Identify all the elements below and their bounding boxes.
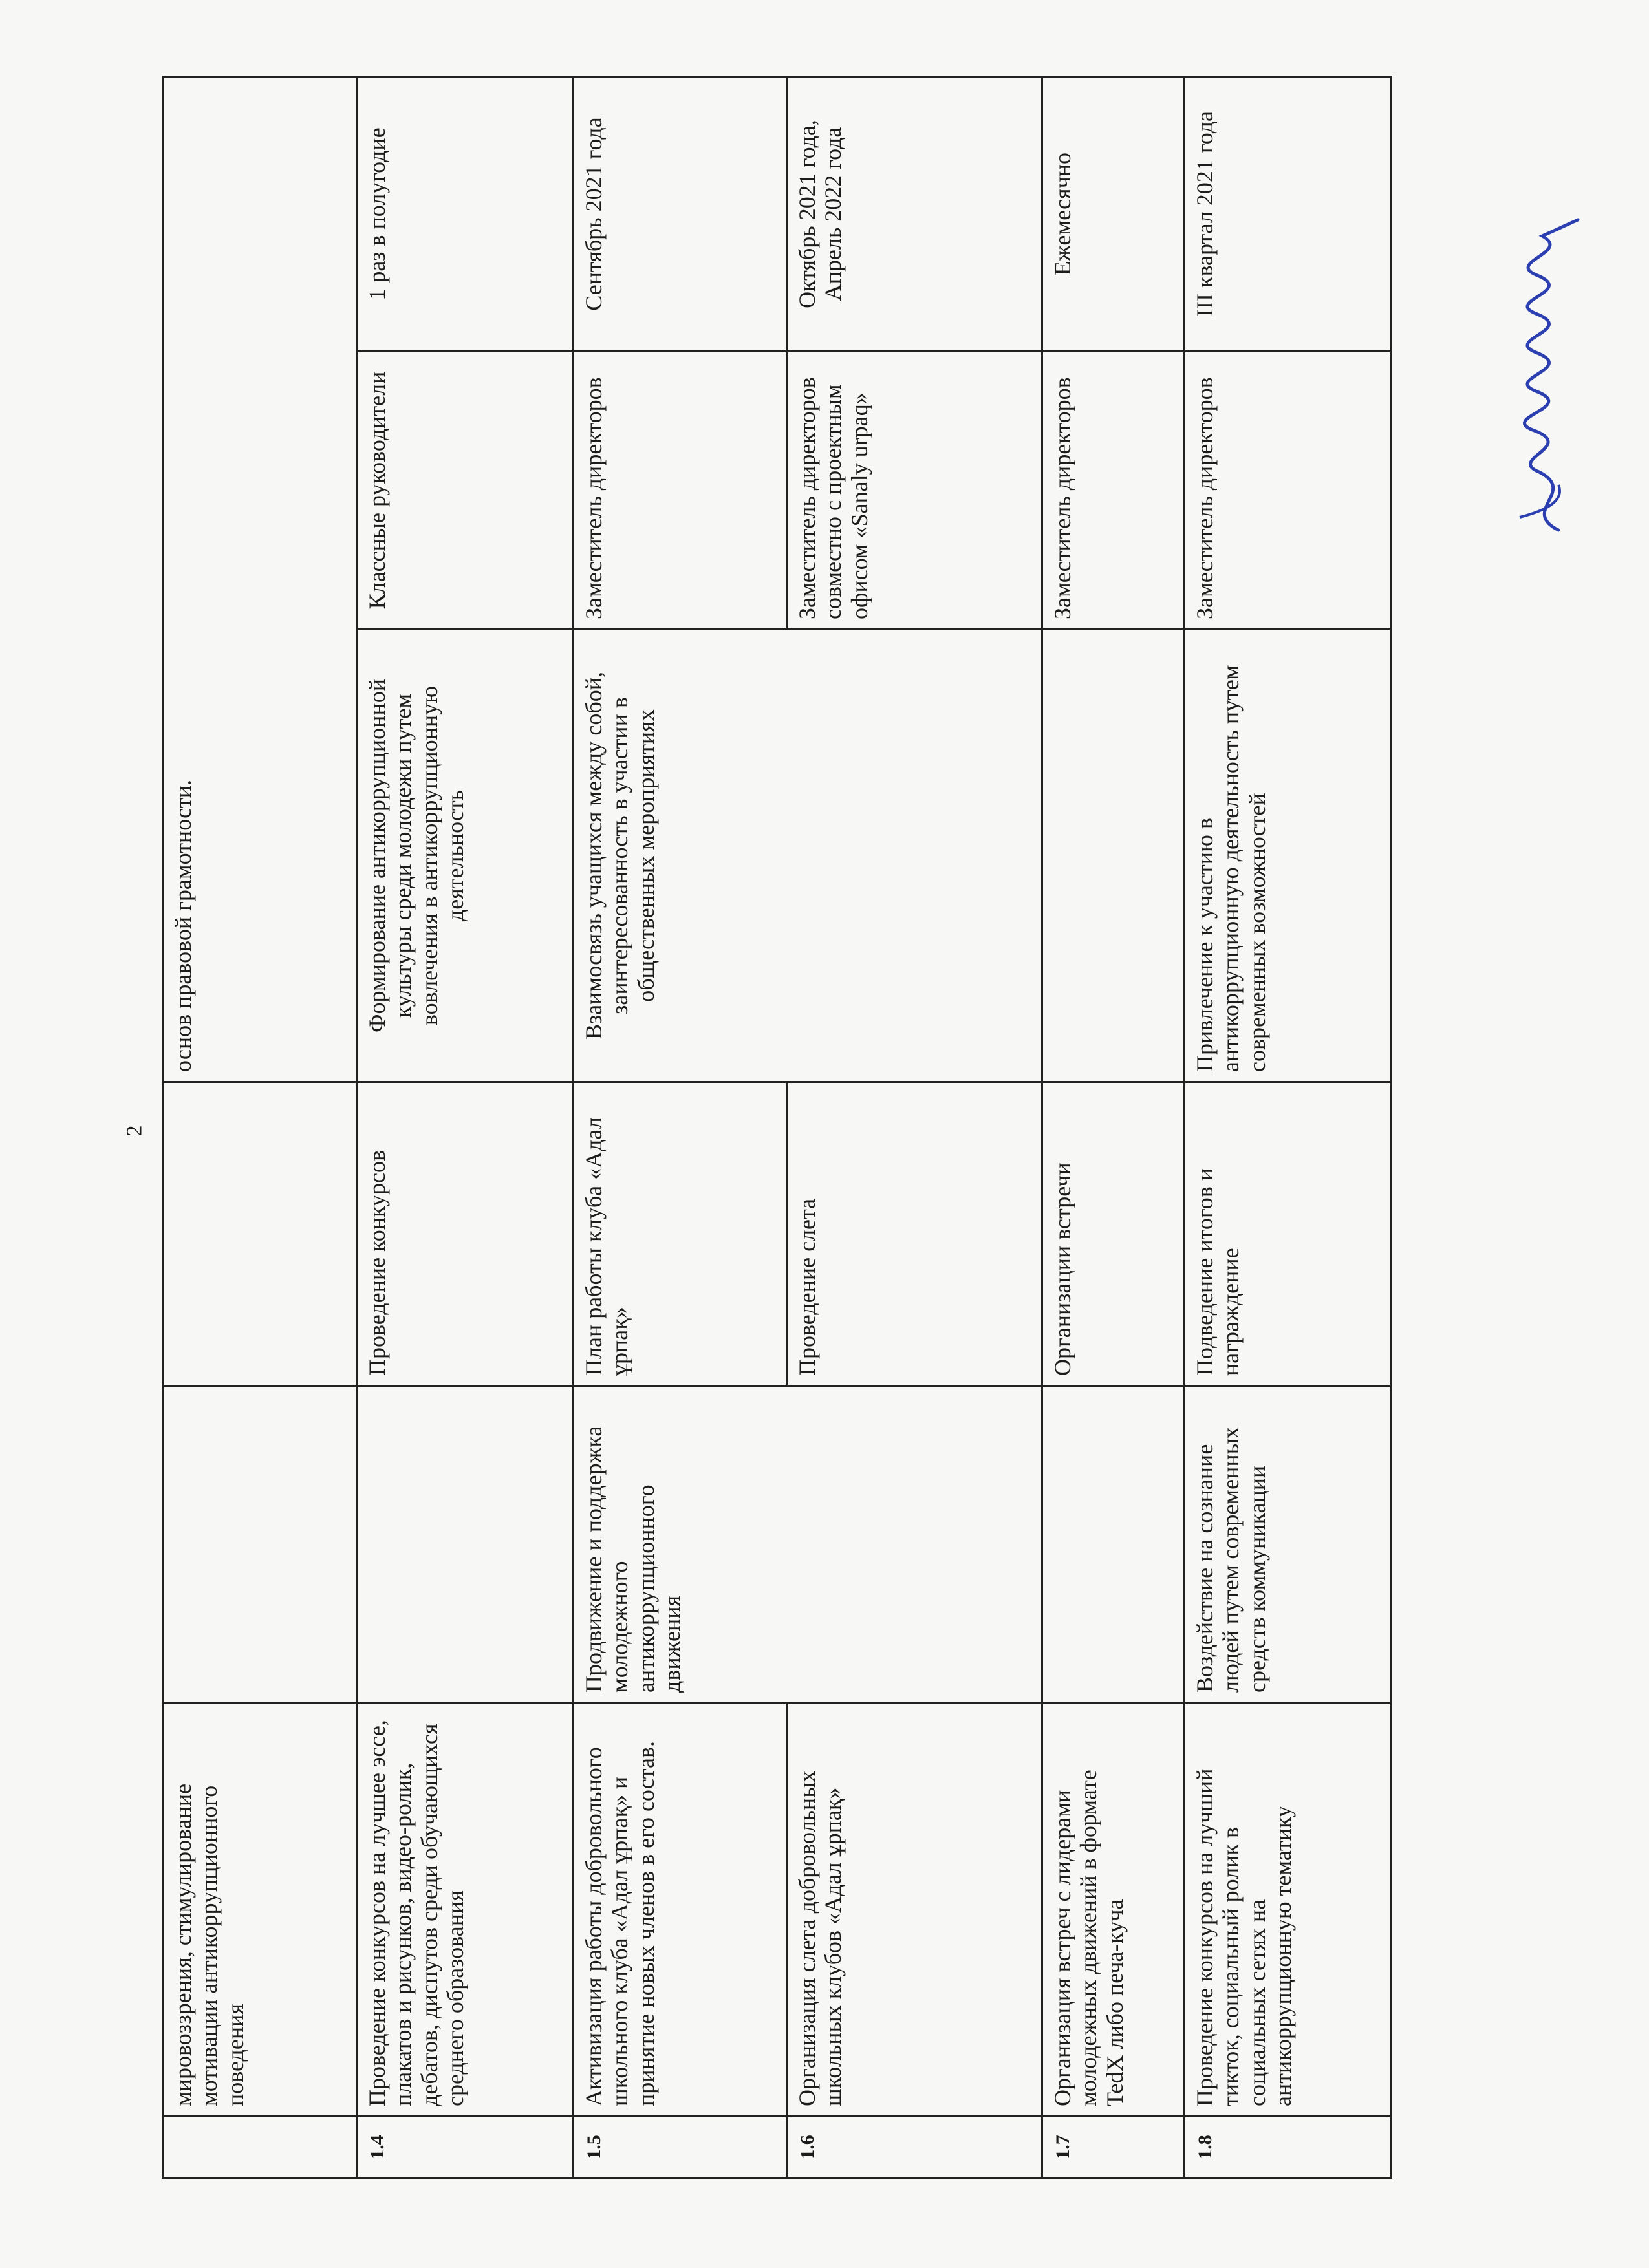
cell-goal <box>1042 1386 1185 1703</box>
cell-activity: Проведение конкурсов на лучший тикток, социальный ролик в социальных сетях на антикоррупционную тематику <box>1185 1703 1392 2117</box>
table-row-continuation <box>163 76 357 2177</box>
cell-number: 1.4 <box>357 2117 574 2178</box>
cell-deadline: Ежемесячно <box>1042 76 1185 351</box>
cell-activity: Организация слета добровольных школьных клубов «Адал ұрпақ» <box>787 1703 1042 2117</box>
cell-deadline: Сентябрь 2021 года <box>574 76 787 351</box>
cell-result: основ правовой грамотности. <box>163 76 357 1082</box>
cell-activity: Организация встреч с лидерами молодежных движений в формате TedX либо печа-куча <box>1042 1703 1185 2117</box>
page-number: 2 <box>122 1125 147 1137</box>
cell-result: Взаимосвязь учащихся между собой, заинтересованность в участии в общественных мероприятиях <box>574 630 1042 1082</box>
cell-number: 1.5 <box>574 2117 787 2178</box>
cell-form: Подведение итогов и награждение <box>1185 1082 1392 1386</box>
cell-activity: Проведение конкурсов на лучшее эссе, плакатов и рисунков, видео-ролик, дебатов, диспутов среди обучающихся среднего образования <box>357 1703 574 2117</box>
cell-responsible: Заместитель директоров <box>1042 352 1185 630</box>
cell-deadline: Октябрь 2021 года, Апрель 2022 года <box>787 76 1042 351</box>
cell-number: 1.6 <box>787 2117 1042 2178</box>
cell-responsible: Заместитель директоров совместно с проектным офисом «Sanaly urpaq» <box>787 352 1042 630</box>
cell-deadline: 1 раз в полугодие <box>357 76 574 351</box>
cell-responsible: Заместитель директоров <box>1185 352 1392 630</box>
cell-form: Проведение конкурсов <box>357 1082 574 1386</box>
cell-number <box>163 2117 357 2178</box>
table-row <box>787 76 1042 2177</box>
action-plan-table <box>162 76 1392 2179</box>
cell-responsible: Классные руководители <box>357 352 574 630</box>
cell-form: Проведение слета <box>787 1082 1042 1386</box>
cell-goal: Воздействие на сознание людей путем современных средств коммуникации <box>1185 1386 1392 1703</box>
cell-deadline: III квартал 2021 года <box>1185 76 1392 351</box>
signature-image <box>1481 207 1597 543</box>
table-row <box>1185 76 1392 2177</box>
cell-form <box>163 1082 357 1386</box>
cell-form: Организации встречи <box>1042 1082 1185 1386</box>
cell-goal <box>163 1386 357 1703</box>
cell-goal: Продвижение и поддержка молодежного антикоррупционного движения <box>574 1386 1042 1703</box>
cell-form: План работы клуба «Адал ұрпақ» <box>574 1082 787 1386</box>
table-row <box>1042 76 1185 2177</box>
table-row <box>574 76 787 2177</box>
cell-responsible: Заместитель директоров <box>574 352 787 630</box>
table-row <box>357 76 574 2177</box>
cell-result: Привлечение к участию в антикоррупционную деятельность путем современных возможностей <box>1185 630 1392 1082</box>
cell-goal <box>357 1386 574 1703</box>
cell-activity: мировоззрения, стимулирование мотивации антикоррупционного поведения <box>163 1703 357 2117</box>
cell-result <box>1042 630 1185 1082</box>
cell-activity: Активизация работы добровольного школьного клуба «Адал ұрпақ» и принятие новых членов в его состав. <box>574 1703 787 2117</box>
cell-number: 1.8 <box>1185 2117 1392 2178</box>
cell-result: Формирование антикоррупционной культуры среди молодежи путем вовлечения в антикоррупционную деятельность <box>357 630 574 1082</box>
rotated-table-container <box>162 78 1390 2179</box>
cell-number: 1.7 <box>1042 2117 1185 2178</box>
